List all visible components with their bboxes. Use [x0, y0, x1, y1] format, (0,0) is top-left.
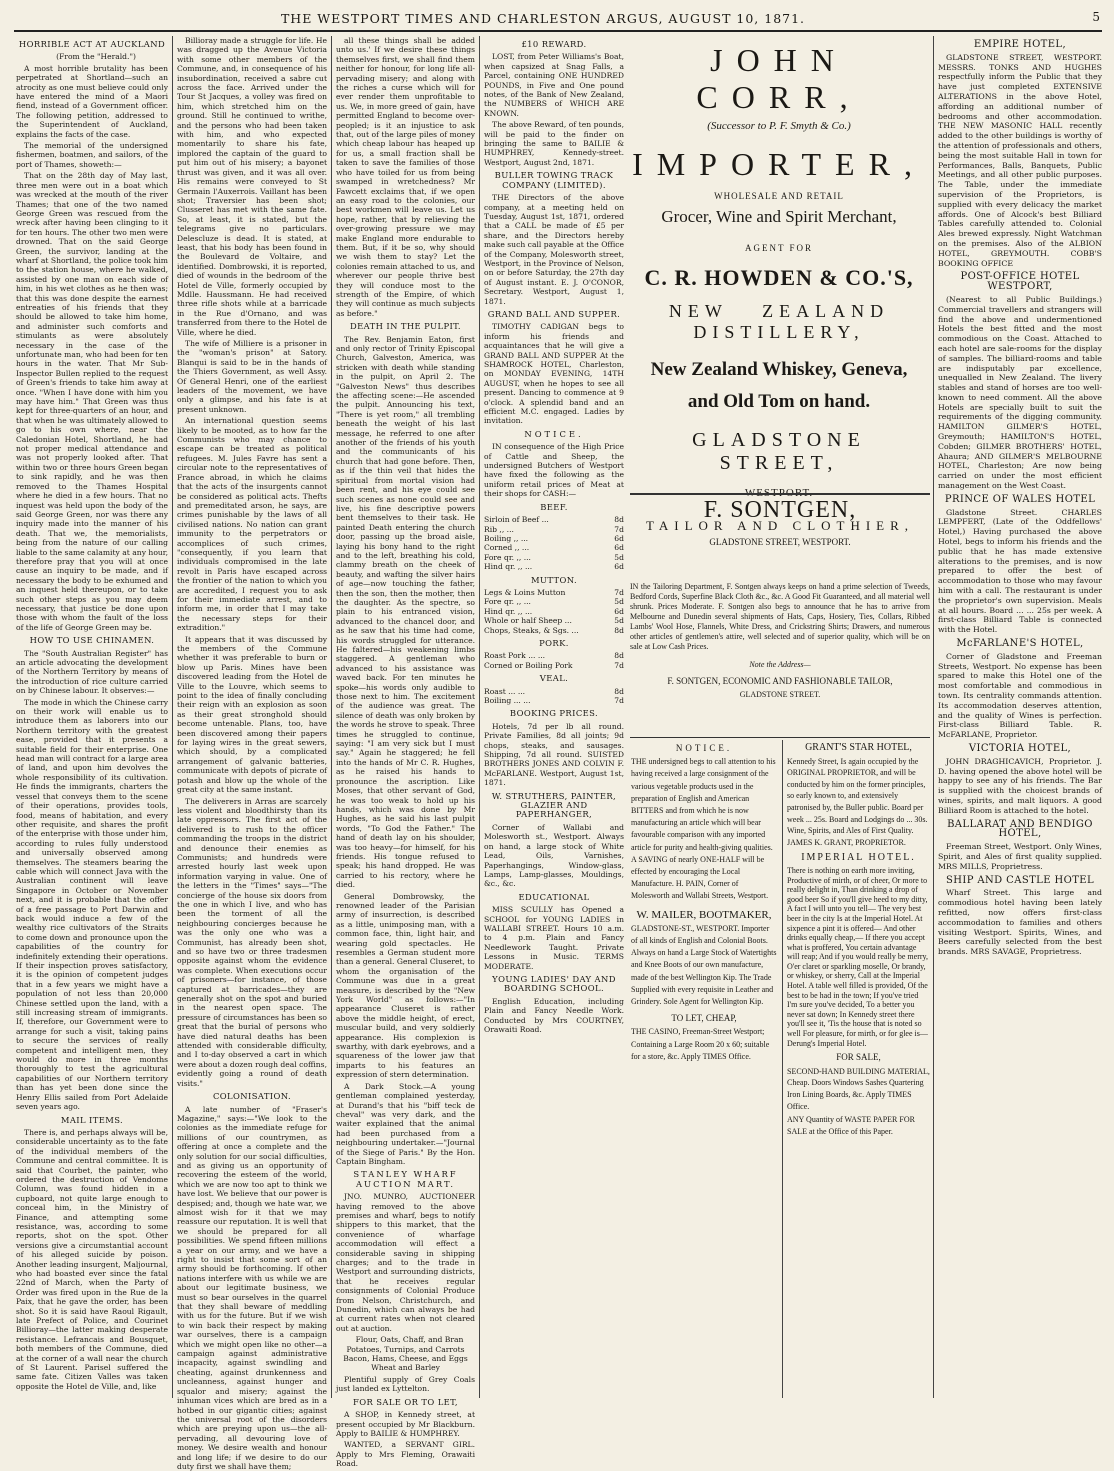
- price-row: [484, 616, 624, 625]
- headline: PRINCE OF WALES HOTEL: [938, 495, 1102, 505]
- paragraph: The memorial of the undersigned fishermen, boatmen, and sailors, of the port of Thames, showeth:—: [16, 141, 168, 169]
- column-3: [336, 36, 475, 1398]
- headline: DEATH IN THE PULPIT.: [336, 322, 475, 331]
- price-row: [484, 562, 624, 571]
- paragraph: SECOND-HAND BUILDING MATERIAL, Cheap. Doors Windows Sashes Quartering Iron Lining Boards, &c. Apply TIMES Office.: [787, 1066, 930, 1112]
- newspaper-title: THE WESTPORT TIMES AND CHARLESTON ARGUS, AUGUST 10, 1871.: [14, 11, 1072, 26]
- price-row: [484, 661, 624, 670]
- masthead: [14, 6, 1102, 32]
- paragraph: all these things shall be added unto us.' If we desire these things themselves first, we shall find them neither for honour, for long life all-pervading misery; and along with the riches a curse which will for ever render them unprofitable to us. We, in more greed of gain, have permitted England to become over-peopled; is it an injustice to ask that, out of the large piles of money which cheap labour has heaped up for us, a small fraction shall be taken to save the families of those who have toiled for us from being swamped in wretchedness? Mr Fawcett exclaims that, if we open an easy road to the colonies, our best workmen will leave us. Let us hope, rather, that by relieving the over-growing pressure we may make England more endurable to them. But, if it be so, why should we wish them to stay? Let the colonies remain attached to us, and wherever our people thrive best they will conduce most to the strength of the Empire, of which they will continue as much subjects as before.": [336, 36, 475, 318]
- advert-line: GLADSTONE STREET, WESTPORT.: [630, 537, 930, 547]
- advert-line: Note the Address—: [630, 660, 930, 670]
- price-value: 6d: [614, 534, 624, 543]
- headline: POST-OFFICE HOTEL WESTPORT,: [938, 272, 1102, 292]
- headline: EDUCATIONAL: [484, 893, 624, 902]
- price-row: [484, 696, 624, 705]
- column-rule: [331, 36, 332, 1398]
- price-item: Roast ... ...: [484, 687, 525, 696]
- paragraph: WANTED, a SERVANT GIRL. Apply to Mrs Fleming, Orawaiti Road.: [336, 1440, 475, 1468]
- advert-line: AGENT FOR: [630, 243, 928, 253]
- column-7: [938, 36, 1102, 1398]
- paragraph: Billioray made a struggle for life. He was dragged up the Avenue Victoria with some other members of the Commune, and, in consequence of his insubordination, received a sabre cut across the face. Arrived under the Tour St Jacques, a volley was fired on him, which stretched him on the ground. Still he continued to writhe, and the persons who had been taken with him, and who expected momentarily to share his fate, implored the captain of the guard to put him out of his misery; a bayonet thrust was given, and it was all over. His remains were conveyed to St Germain l'Auxerrois. Vaillant has been shot; Traversier has been shot; Clusseret has met with the same fate. So, at least, it is stated, but the telegrams give no particulars. Delescluze is dead. It is stated, at least, that his body has been found in the Boulevard de Voltaire, and identified. Dombrowski, it is reported, died of wounds in the bedroom of the Hotel de Ville, formerly occupied by Mdlle. Haussmann. He had received three rifle shots while at a barricade in the Rue d'Ornano, and was transferred from there to the Hotel de Ville, where he died.: [177, 36, 327, 337]
- headline: GRANT'S STAR HOTEL,: [787, 742, 930, 754]
- price-item: Hind qr. ,, ...: [484, 562, 532, 571]
- column-2: [177, 36, 327, 1398]
- headline: W. STRUTHERS, PAINTER, GLAZIER AND PAPERHANGER,: [484, 792, 624, 820]
- advert-line: Grocer, Wine and Spirit Merchant,: [630, 207, 928, 227]
- paragraph: THE Directors of the above company, at a meeting held on Tuesday, August 1st, 1871, ordered that a CALL be made of £5 per share, and the Directors hereby make such call payable at the Office of the Company, Molesworth street, Westport, in the Province of Nelson, on or before Saturday, the 27th day of August instant. E. J. O'CONOR, Secretary. Westport, August 1, 1871.: [484, 193, 624, 306]
- headline: HORRIBLE ACT AT AUCKLAND: [16, 40, 168, 49]
- headline: NOTICE.: [631, 742, 777, 754]
- price-row: [484, 687, 624, 696]
- paragraph: JOHN DRAGHICAVICH, Proprietor. J. D. having opened the above hotel will be happy to see any of his friends. The Bar is supplied with the choicest brands of wines, spirits, and malt liquors. A good Billiard Room is attached to the hotel.: [938, 757, 1102, 816]
- price-value: 8d: [614, 651, 624, 660]
- paragraph: The above Reward, of ten pounds, will be paid to the finder on bringing the same to BAILIE & HUMPHREY, Kennedy-street. Westport, August 2nd, 1871.: [484, 120, 624, 167]
- price-value: 8d: [614, 515, 624, 524]
- headline: BULLER TOWING TRACK COMPANY (LIMITED).: [484, 171, 624, 190]
- headline: FOR SALE,: [787, 1052, 930, 1064]
- paragraph: GLADSTONE-ST., WESTPORT. Importer of all kinds of English and Colonial Boots. Always on hand a Large Stock of Watertights and Knee Boots of our own manufacture, made of the best Wellington Kip. The Trade Supplied with every requisite in Leather and Grindery. Sole Agent for Wellington Kip.: [631, 923, 777, 1008]
- price-heading: MUTTON.: [484, 576, 624, 585]
- paragraph: A late number of "Fraser's Magazine," says:—"We look to the colonies as the immediate refuge for millions of our countrymen, as offering at once a complete and the only solution for our social difficulties, and as giving us an opportunity of recovering the esteem of the world, which we are now too apt to think we have lost. We believe that our power is despised; and, though we hate war, we almost wish for it that we may reassure our reputation. It is well that we should be prepared for all possibilities. We spend fifteen millions a year on our army, and we have a right to insist that some sort of an army should be forthcoming. If other nations interfere with us while we are about our legitimate business, we must so bear ourselves in the quarrel that they shall beware of meddling with us for the future. But if we wish to win back their respect by making war ourselves, there is a campaign which we might open like no other—a campaign against administrative incapacity, against swindling and cheating, against drunkenness and uncleanness, against hunger and squalor and misery; against the inhuman vices which are bred as in a hotbed in our gigantic cities; against the universal root of the disorders which are preying upon us—the all-pervading, all devouring love of money. We desire wealth and honour and long life; if we desire to do our duty first we shall have them;: [177, 1105, 327, 1471]
- price-row: [484, 534, 624, 543]
- headline: VICTORIA HOTEL,: [938, 744, 1102, 754]
- price-item: Whole or half Sheep ...: [484, 616, 572, 625]
- byline: (From the "Herald."): [16, 52, 168, 61]
- price-value: 8d: [614, 626, 624, 635]
- price-heading: PORK.: [484, 639, 624, 648]
- advert-howden: C. R. HOWDEN & CO.'S,: [630, 265, 928, 291]
- paragraph: The "South Australian Register" has an article advocating the development of the Northern Territory by means of the introduction of rice culture carried on by Chinese labour. It observes:—: [16, 649, 168, 696]
- paragraph: A SHOP, in Kennedy street, at present occupied by Mr Blackburn. Apply to BAILIE & HUMPHREY.: [336, 1410, 475, 1438]
- advert-line: F. SONTGEN, ECONOMIC AND FASHIONABLE TAILOR,: [630, 676, 930, 686]
- paragraph: A most horrible brutality has been perpetrated at Shortland—such an atrocity as one must believe could only have entered the mind of a Maori fiend, instead of a Government officer. The following petition, addressed to the Superintendent of Auckland, explains the facts of the case.: [16, 64, 168, 139]
- headline: W. MAILER, BOOTMAKER,: [631, 909, 777, 921]
- paragraph: ANY Quantity of WASTE PAPER FOR SALE at the Office of this Paper.: [787, 1114, 930, 1137]
- headline: STANLEY WHARF AUCTION MART.: [336, 1170, 475, 1189]
- paragraph: Corner of Wallabi and Molesworth st., Westport. Always on hand, a large stock of White Lead, Oils, Varnishes, Paperhangings, Window-glass, Lamps, Lamp-glasses, Mouldings, &c., &c.: [484, 823, 624, 889]
- paragraph: IN the Tailoring Department, F. Sontgen always keeps on hand a prime selection of Tweeds, Bedford Cords, Superfine Black Cloth &c., &c. A Good Fit Guaranteed, and all material well shrunk. Prices Moderate. F. Sontgen also begs to announce that he has to arrive from Melbourne and Dunedin several shipments of Hats, Caps, Hosiery, Ties, Collars, Ribbed Lambs' Wool Hose, Flannels, White Dress, and Crickstring Shirts; Drawers, and numerous other articles of gentlemen's attire, well selected and of superior quality, which will be on sale at Low Cash Prices.: [630, 582, 930, 652]
- headline: SHIP AND CASTLE HOTEL: [938, 876, 1102, 886]
- price-heading: VEAL.: [484, 674, 624, 683]
- price-row: [484, 553, 624, 562]
- paragraph: Freeman Street, Westport. Only Wines, Spirit, and Ales of first quality supplied. MRS MILLS, Proprietress.: [938, 842, 1102, 871]
- sontgen-body: [630, 582, 930, 700]
- price-item: Fore qr. ,, ...: [484, 553, 531, 562]
- page-number: 5: [1092, 10, 1100, 24]
- paragraph: Flour, Oats, Chaff, and Bran Potatoes, Turnips, and Carrots Bacon, Hams, Cheese, and Eggs Wheat and Barley: [336, 1335, 475, 1373]
- paragraph: Wharf Street. This large and commodious hotel having been lately refitted, now offers first-class accommodation to families and others visiting Westport. Spirits, Wines, and Beers carefully selected from the best brands. MRS SAVAGE, Proprietress.: [938, 888, 1102, 957]
- advert-subtitle: (Successor to P. F. Smyth & Co.): [630, 120, 928, 132]
- advert-name: JOHN CORR,: [630, 42, 928, 116]
- paragraph: English Education, including Plain and Fancy Needle Work. Conducted by Mrs COURTNEY, Orawaiti Road.: [484, 997, 624, 1035]
- headline: TO LET, CHEAP,: [631, 1012, 777, 1024]
- price-value: 6d: [614, 562, 624, 571]
- price-item: Boiling ,, ...: [484, 534, 528, 543]
- paragraph: The Rev. Benjamin Eaton, first and only rector of Trinity Episcopal Church, Galveston, America, was stricken with death while standing in the pulpit, on April 2. The "Galveston News" thus describes the affecting scene:—He ascended the pulpit. Announcing his text, "There is yet room," all trembling beneath the weight of his last message, he referred to one after another of the friends of his youth and the communicants of his church that had gone before. Then, as if the thin veil that hides the spiritual from mortal vision had been rent, and his eye could see such scenes as none could see and live, his fine descriptive powers bent themselves to their task. He painted Death entering the church door, passing up the broad aisle, laying his bony hand to the right and to the left, breathing his cold, clammy breath on the cheek of beauty, and wafting the silver hairs of age—now touching the father, then the son, then the mother, then the daughter. As the spectre, so plain to his entranced vision, advanced to the chancel door, and as he saw that his time had come, his words struggled for utterance. He faltered—his weakening limbs staggered. A gentleman who advanced to his assistance was waved back. For ten minutes he spoke—his words only audible to those next to him. The excitement of the audience was great. The silence of death was only broken by the words he strove to speak. Three times he struggled to continue, saying: "I am very sick but I must say." Again he staggered; he fell into the hands of Mr C. R. Hughes, as he raised his hands to pronounce the ascription. Like Moses, that other servant of God, he was too weak to hold up his hands, which was done by Mr Hughes, as he said his last pulpit words, "To God the Father." The hand of death lay on his shoulder, was too heavy—for himself, for his friends. His tongue refused to speak; his hand dropped. He was carried to his rectory, where he died.: [336, 335, 475, 890]
- headline: COLONISATION.: [177, 1092, 327, 1101]
- price-value: 7d: [614, 661, 624, 670]
- paragraph: The wife of Milliere is a prisoner in the "woman's prison" at Satory. Blanqui is said to be in the hands of the Thiers Government, as well Assy. Of General Henri, one of the earliest leaders of the movement, we have only a glimpse, and his fate is at present unknown.: [177, 339, 327, 414]
- paragraph: An international question seems likely to be mooted, as to how far the Communists who may chance to escape can be treated as political refugees. M. Jules Favre has sent a circular note to the representatives of France abroad, in which he claims that the acts of the insurgents cannot be considered as political acts. Thefts and premeditated arson, he says, are crimes punishable by the laws of all civilised nations. No nation can grant immunity to the perpetrators or accomplices of such crimes, "consequently, if you learn that individuals compromised in the late revolt in Paris have escaped across the frontier of the nation to which you are accredited, I request you to ask for their immediate arrest, and to inform me, in order that I may take the necessary steps for their extradition.": [177, 416, 327, 632]
- price-item: Sirloin of Beef ...: [484, 515, 549, 524]
- divider: [630, 493, 930, 495]
- price-row: [484, 543, 624, 552]
- price-value: 7d: [614, 525, 624, 534]
- paragraph: There is nothing on earth more inviting, Productive of mirth, or of cheer, Or more to really delight in, Than drinking a drop of good beer So if you'll give heed to my ditty, A fact I will unto you tell— The very best beer in the city Is at the Imperial Hotel. At sixpence a pint it is offered— And other drinks equally cheap,— If there you accept what is proffered, You certain advantage will reap; And if you would really be merry, O'er claret or sparkling moselle, Or brandy, or whiskey, or sherry, Call at the Imperial Hotel. A table well filled is provided, Of the best to be had in the town; If you've tried I'm sure you've decided, To a better you never sat down; In Kennedy street there you'll see it, 'Tis the house that is noted so well For pleasure, for mirth, or for glee is— Derung's Imperial Hotel.: [787, 866, 930, 1048]
- paragraph: Plentiful supply of Grey Coals just landed ex Lyttelton.: [336, 1375, 475, 1394]
- paragraph: Corner of Gladstone and Freeman Streets, Westport. No expense has been spared to make this Hotel one of the most comfortable and commodious in town. Its centrality commands attention. Its accommodation deserves attention, and the quality of Wines is perfection. First-class Billiard Table. R. McFARLANE, Proprietor.: [938, 652, 1102, 740]
- paragraph: The mode in which the Chinese carry on their work will enable us to introduce them as laborers into our Northern territory with the greatest ease, provided that it presents a suitable field for their enterprise. One head man will contract for a large area of land, and upon him devolves the whole responsibility of its cultivation. He finds the immigrants, charters the vessel that conveys them to the scene of their operations, provides tools, food, means of habitation, and every other requisite, and shares the profit of the enterprise with those under him, according to rules fully understood and universally observed among themselves. The steamers bearing the cable which will connect Java with the Australian continent will leave Singapore in October or November next, and it is probable that the offer of a free passage to Port Darwin and back would induce a few of the wealthy rice cultivators of the Straits to come down and pronounce upon the capabilities of the country for indefinitely extending their operations. If their inspection proves satisfactory, it is the opinion of competent judges that in a few years we might have a population of not less than 20,000 Chinese settled upon the land, with a still increasing stream of immigrants. If, therefore, our Government were to arrange for such a visit, taking pains to secure the services of really competent and intelligent men, they would do more in three months thoroughly to test the agricultural capabilities of our Northern territory than has yet been done since the Henry Ellis sailed from Port Adelaide seven years ago.: [16, 698, 168, 1112]
- advert-line: and Old Tom on hand.: [630, 391, 928, 413]
- price-row: [484, 651, 624, 660]
- column-rule: [172, 36, 173, 1398]
- price-item: Corned or Boiling Pork: [484, 661, 573, 670]
- paragraph: LOST, from Peter Williams's Boat, when capsized at Snag Falls, a Parcel, containing ONE HUNDRED POUNDS, in Five and One pound notes, of the Bank of New Zealand, the NUMBERS of WHICH ARE KNOWN.: [484, 52, 624, 118]
- john-corr-advert: [630, 36, 928, 491]
- advert-line: NEW ZEALAND DISTILLERY,: [630, 301, 928, 343]
- advert-line: WHOLESALE AND RETAIL: [630, 191, 928, 201]
- paragraph: There is, and perhaps always will be, considerable uncertainty as to the fate of the individual members of the Commune and central committee. It is said that Courbet, the painter, who ordered the destruction of Vendome Column, was found hidden in a cupboard, not quite large enough to conceal him, in the Ministry of Finance, and attempting some resistance, was, according to some reports, shot on the spot. Other versions give a circumstantial account of his alleged suicide by poison. Another leading insurgent, Maljournal, who had boasted ever since the fatal 22nd of March, when the Party of Order was fired upon in the Rue de la Paix, that he gave the order, has been shot. So it is said have Raoul Rigault, late Prefect of Police, and Courinet Billioray—the latter making desperate resistance. Lefrancais and Bousquet, both members of the Commune, died at the corner of a wall near the church of St Laurent. Parisel suffered the same fate. Citizen Valles was taken opposite the Hotel de Ville, and, like: [16, 1128, 168, 1391]
- price-item: Chops, Steaks, & Sgs. ...: [484, 626, 579, 635]
- price-list-veal: [484, 687, 624, 706]
- paragraph: GLADSTONE STREET, WESTPORT. MESSRS. TONKS AND HUGHES respectfully inform the Public that they have just completed EXTENSIVE ALTERATIONS in the above Hotel, affording an additional number of bedrooms and other accommodation. THE NEW MASONIC HALL recently added to the other buildings is worthy of the attention of professionals and others, being the most suitable Hall in town for Performances, Balls, Banquets, Public Meetings, and all other public purposes. The Table, under the immediate supervision of the Proprietors, is supplied with every delicacy the market affords. One of Alcock's best Billiard Tables carefully attended to. Colonial Ales brewed expressly. Night Watchman on the premises. Also of the ALBION HOTEL, GREYMOUTH. COBB'S BOOKING OFFICE: [938, 53, 1102, 269]
- advert-line: WESTPORT.: [630, 487, 928, 499]
- paragraph: Kennedy Street, Is again occupied by the ORIGINAL PROPRIETOR, and will be conducted by him on the former principles, so early known to, and extensively patronised by, the Buller public. Board per week ... 25s. Board and Lodgings do ... 30s. Wine, Spirits, and Ales of First Quality. JAMES K. GRANT, PROPRIETOR.: [787, 756, 930, 849]
- advert-importer: IMPORTER,: [630, 146, 928, 183]
- column-rule: [782, 740, 783, 1398]
- advert-name: F. SONTGEN,: [630, 505, 930, 515]
- paragraph: General Dombrowsky, the renowned leader of the Parisian army of insurrection, is described as a little, unimposing man, with a common face, thin, light hair, and wearing gold spectacles. He resembles a German student more than a general. General Cluseret, to whom the organisation of the Commune was due in a great measure, is described by the "New York World" as follows:—"In appearance Cluseret is rather above the middle height, of erect, muscular build, and very soldierly appearance. His complexion is swarthy, with dark eyebrows, and a squareness of the lower jaw that imparts to his features an expression of stern determination.: [336, 892, 475, 1080]
- price-row: [484, 525, 624, 534]
- column-6: [787, 742, 930, 1398]
- price-row: [484, 607, 624, 616]
- paragraph: It appears that it was discussed by the members of the Commune whether it was preferable to burn or blow up Paris. Mines have been discovered leading from the Hotel de Ville to the Louvre, which seems to point to the idea of finally concluding their reign with an explosion as soon as their great stronghold should become untenable. Plans, too, have been discovered among their papers for laying wires in the great sewers, which should, by a complicated arrangement of galvanic batteries, communicate with depots of picrate of potash and blow up the whole of the great city at the same instant.: [177, 635, 327, 795]
- price-item: Roast Pork ... ...: [484, 651, 545, 660]
- headline: NOTICE.: [484, 430, 624, 439]
- column-1: [16, 36, 168, 1398]
- headline: MAIL ITEMS.: [16, 1116, 168, 1125]
- paragraph: The deliverers in Arras are scarcely less violent and bloodthirsty than its late oppressors. The first act of the delivered is to rush to the officer commanding the troops in the district and denounce their enemies as Communists; and hundreds were arrested hourly last week upon information varying in value. One of the letters in the "Times" says—"The concierge of the house six doors from the one in which I live, and who has been the torment of all the neighbouring concierges because he was the only one who was a Communist, has already been shot, and so have two or three tradesmen opposite against whom the evidence was complete. When executions occur of prisoners—for instance, of those captured at barricades—they are generally shot on the spot and buried in the nearest open space. The pressure of circumstances has been so great that the burial of persons who have died natural deaths has been attended with considerable difficulty, and I to-day observed a cart in which were about a dozen rough deal coffins, evidently going a round of death visits.": [177, 797, 327, 1089]
- price-value: 6d: [614, 543, 624, 552]
- price-row: [484, 515, 624, 524]
- paragraph: JNO. MUNRO, AUCTIONEER having removed to the above premises and wharf, begs to notify shippers to this market, that the convenience of wharfage accommodation will effect a considerable saving in shipping charges; and to the trade in Westport and surrounding districts, that he receives regular consignments of Colonial Produce from Nelson, Christchurch, and Dunedin, which can always be had at current rates when not cleared out at auction.: [336, 1192, 475, 1333]
- price-list-beef: [484, 515, 624, 571]
- paragraph: (Nearest to all Public Buildings.) Commercial travellers and strangers will find the above and undermentioned Hotels the best fitted and the most commodious on the Coast. Attached to each hotel are sale-rooms for the display of samples. The billiard-rooms and table are indisputably par excellence, unequalled in New Zealand. The livery stables and stand of horses are too well-known to need comment. All the above Hotels are specially built to suit the requirements of the digging community. HAMILTON GILMER'S HOTEL, Greymouth; HAMILTON'S HOTEL, Cobden; GILMER BROTHERS' HOTEL, Ahaura; AND GILMER'S MELBOURNE HOTEL, Charleston; Are now being carried on under the most efficient management on the West Coast.: [938, 295, 1102, 491]
- headline: BALLARAT AND BENDIGO HOTEL,: [938, 820, 1102, 840]
- price-item: Rib ,, ...: [484, 525, 514, 534]
- paragraph: Hotels, 7d per lb all round. Private Families, 8d all joints; 9d chops, steaks, and sausages. Shipping, 7d all round. SUISTED BROTHERS JONES AND COLVIN F. McFARLANE. Westport, August 1st, 1871.: [484, 722, 624, 788]
- price-item: Fore qr. ,, ...: [484, 597, 531, 606]
- column-rule: [933, 36, 934, 1398]
- headline: EMPIRE HOTEL,: [938, 40, 1102, 50]
- paragraph: MISS SCULLY has Opened a SCHOOL for YOUNG LADIES in WALLABI STREET. Hours 10 a.m. to 4 p.m. Plain and Fancy Needlework Taught. Private Lessons in Music. TERMS MODERATE.: [484, 905, 624, 971]
- price-value: 5d: [614, 616, 624, 625]
- price-item: Legs & Loins Mutton: [484, 588, 565, 597]
- divider: [630, 737, 930, 738]
- price-list-mutton: [484, 588, 624, 635]
- headline: HOW TO USE CHINAMEN.: [16, 636, 168, 645]
- paragraph: A Dark Stock.—A young gentleman complained yesterday, at Durand's that his "biff teck de cheval" was very dark, and the waiter explained that the animal had been purchased from a neighbouring undertaker.—"Journal of the Siege of Paris." By the Hon. Captain Bingham.: [336, 1082, 475, 1167]
- paragraph: THE undersigned begs to call attention to his having received a large consignment of the various vegetable products used in the preparation of English and American BITTERS and from which he is now manufacturing an article which will bear favourable comparison with any imported article for purity and health-giving qualities. A SAVING of nearly ONE-HALF will be effected by encouraging the Local Manufacture. H. PAIN, Corner of Molesworth and Wallabi Streets, Westport.: [631, 756, 777, 902]
- price-row: [484, 626, 624, 635]
- headline: GRAND BALL AND SUPPER.: [484, 310, 624, 319]
- price-value: 5d: [614, 597, 624, 606]
- paragraph: That on the 28th day of May last, three men were out in a boat which was wrecked at the mouth of the river Thames; that one of the two named George Green was rescued from the wreck after having been clinging to it for ten hours. The other two men were drowned. That on the said George Green, the survivor, landing at the wharf at Shortland, the police took him to the station house, where he walked, assisted by one man on each side of him, in his wet clothes as he then was; that this was done despite the earnest entreaties of his friends that they should be allowed to take him home, and administer such comforts and stimulants as were absolutely necessary in the case of the unfortunate man, who had been for ten hours in the water. That Mr Sub-Inspector Bullen replied to the request of Green's friends to take him away at once. "When I have done with him you may have him." That Green was thus kept for three-quarters of an hour, and that when he was ultimately allowed to go to his own where, near the Caledonian Hotel, Shortland, he had not proper medical attendance and was not properly looked after. That within two or three hours Green began to sink rapidly, and he was then removed to the Thames Hospital where he died in a few hours. That no inquest was held upon the body of the said George Green, nor was there any inquiry made into the manner of his death. That we, the memorialists, being from the nature of our calling liable to the same calamity at any hour, therefore pray that you will at once cause an inquiry to be made, and if necessary the body to be exhumed and an inquest held thereupon, or to take such other steps as you may deem necessary, that justice be done upon those with whom the fault of the loss of the life of George Green may be.: [16, 171, 168, 632]
- paragraph: IN consequence of the High Price of Cattle and Sheep, the undersigned Butchers of Westport have fixed the following as the uniform retail prices of Meat at their shops for CASH:—: [484, 442, 624, 498]
- price-value: 7d: [614, 696, 624, 705]
- price-row: [484, 597, 624, 606]
- paragraph: Gladstone Street. CHARLES LEMPFERT, (Late of the Oddfellows' Hotel,) Having purchased the above Hotel, begs to inform his friends and the public that he has made extensive alterations to the premises, and is now prepared to offer the best of accommodation to those who may favour him with a call. The restaurant is under the proprietor's own supervision. Meals at all hours. Board ... ... 25s per week. A first-class Billiard Table is connected with the Hotel.: [938, 508, 1102, 635]
- headline: £10 REWARD.: [484, 40, 624, 49]
- advert-line: New Zealand Whiskey, Geneva,: [630, 359, 928, 381]
- price-heading: BEEF.: [484, 503, 624, 512]
- price-heading: BOOKING PRICES.: [484, 709, 624, 718]
- price-row: [484, 588, 624, 597]
- advert-line: GLADSTONE STREET.: [630, 690, 930, 700]
- headline: IMPERIAL HOTEL.: [787, 852, 930, 864]
- paragraph: THE CASINO, Freeman-Street Westport; Containing a Large Room 20 x 60; suitable for a store, &c. Apply TIMES Office.: [631, 1026, 777, 1063]
- advert-line: GLADSTONE STREET,: [630, 429, 928, 475]
- price-value: 7d: [614, 588, 624, 597]
- price-value: 6d: [614, 607, 624, 616]
- price-value: 5d: [614, 553, 624, 562]
- advert-line: TAILOR AND CLOTHIER,: [630, 521, 930, 531]
- price-item: Boiling ... ...: [484, 696, 531, 705]
- column-rule: [479, 36, 480, 1398]
- price-item: Corned ,, ...: [484, 543, 529, 552]
- headline: YOUNG LADIES' DAY AND BOARDING SCHOOL.: [484, 975, 624, 994]
- price-item: Hind qr. ,, ...: [484, 607, 532, 616]
- price-list-pork: [484, 651, 624, 670]
- headline: FOR SALE OR TO LET,: [336, 1398, 475, 1407]
- column-4: [484, 36, 624, 1398]
- paragraph: TIMOTHY CADIGAN begs to inform his friends and acquaintances that he will give a GRAND BALL AND SUPPER At the SHAMROCK HOTEL, Charleston, on MONDAY EVENING, 14TH AUGUST, when he hopes to see all present. Dancing to commence at 9 o'clock. A splendid band and an efficient M.C. engaged. Ladies by invitation.: [484, 322, 624, 425]
- price-value: 8d: [614, 687, 624, 696]
- column-5: [631, 742, 777, 1398]
- headline: McFARLANE'S HOTEL,: [938, 639, 1102, 649]
